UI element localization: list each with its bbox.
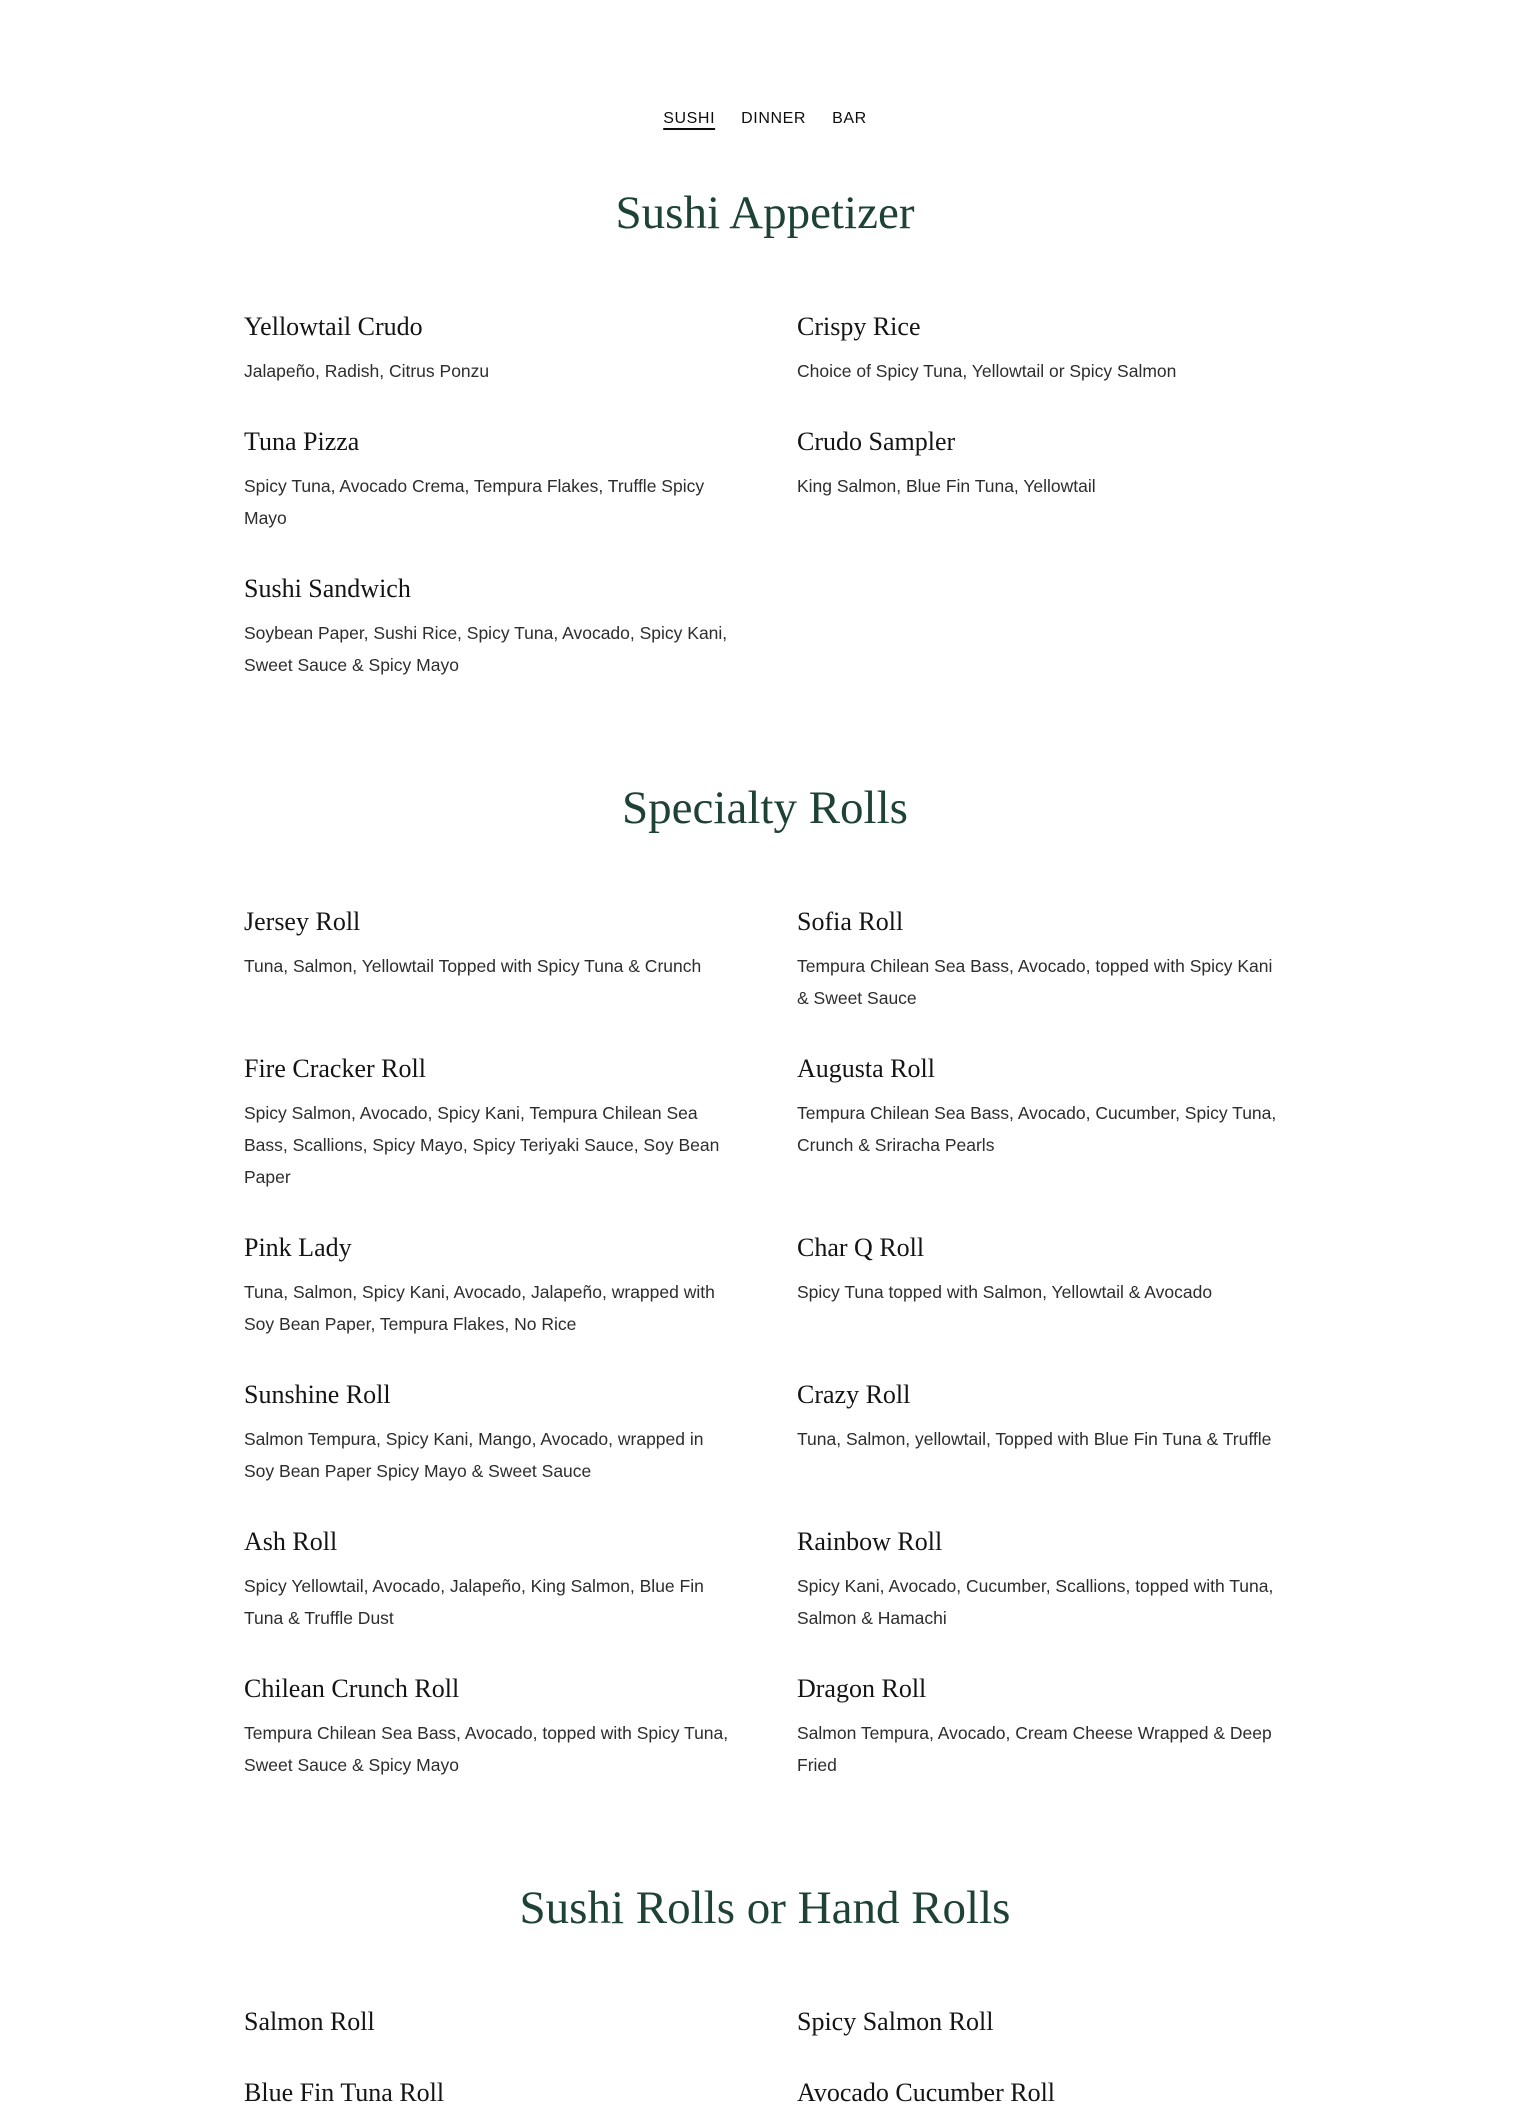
menu-item-description: Spicy Tuna, Avocado Crema, Tempura Flakes, Truffle Spicy Mayo	[244, 476, 705, 528]
menu-item-description: Salmon Tempura, Spicy Kani, Mango, Avocado, wrapped in Soy Bean Paper Spicy Mayo & Sweet Sauce	[244, 1429, 704, 1481]
menu-item-description: Soybean Paper, Sushi Rice, Spicy Tuna, Avocado, Spicy Kani, Sweet Sauce & Spicy Mayo	[244, 623, 728, 675]
menu-item	[244, 1672, 733, 1781]
menu-item-name: Crazy Roll	[797, 1380, 911, 1409]
menu-item-name: Sofia Roll	[797, 907, 904, 936]
menu-item	[244, 572, 733, 681]
menu-item	[244, 2076, 733, 2109]
menu-item	[797, 905, 1286, 1014]
section-title-sushi-appetizer: Sushi Appetizer	[615, 187, 915, 239]
menu-item-description: Tempura Chilean Sea Bass, Avocado, Cucumber, Spicy Tuna, Crunch & Sriracha Pearls	[797, 1103, 1277, 1155]
menu-item-name: Jersey Roll	[244, 907, 361, 936]
menu-item-description: Tuna, Salmon, Yellowtail Topped with Spicy Tuna & Crunch	[244, 956, 702, 976]
menu-item-description: Tuna, Salmon, yellowtail, Topped with Blue Fin Tuna & Truffle	[797, 1429, 1272, 1449]
menu-item-description: Spicy Kani, Avocado, Cucumber, Scallions, topped with Tuna, Salmon & Hamachi	[797, 1576, 1274, 1628]
menu-item-name: Yellowtail Crudo	[244, 312, 423, 341]
menu-item	[797, 310, 1286, 387]
menu-item	[244, 425, 733, 534]
menu-item	[797, 2005, 1286, 2038]
menu-item	[244, 1378, 733, 1487]
menu-item-name: Salmon Roll	[244, 2007, 375, 2036]
nav-tab-dinner[interactable]: DINNER	[741, 110, 807, 127]
menu-item-description: Spicy Salmon, Avocado, Spicy Kani, Tempura Chilean Sea Bass, Scallions, Spicy Mayo, Spicy Teriyaki Sauce, Soy Bean Paper	[244, 1103, 720, 1187]
menu-item-name: Blue Fin Tuna Roll	[244, 2078, 445, 2107]
menu-item	[797, 1525, 1286, 1634]
menu-nav	[0, 110, 1530, 128]
menu-item-name: Tuna Pizza	[244, 427, 360, 456]
nav-tab-bar[interactable]: BAR	[832, 110, 867, 127]
menu-item-name: Rainbow Roll	[797, 1527, 943, 1556]
menu-item-description: Tuna, Salmon, Spicy Kani, Avocado, Jalapeño, wrapped with Soy Bean Paper, Tempura Flakes, No Rice	[244, 1282, 715, 1334]
section-sushi-hand-rolls	[0, 1881, 1530, 2109]
menu-item-name: Char Q Roll	[797, 1233, 925, 1262]
menu-item-description: Salmon Tempura, Avocado, Cream Cheese Wrapped & Deep Fried	[797, 1723, 1272, 1775]
menu-item-name: Dragon Roll	[797, 1674, 927, 1703]
menu-item	[244, 310, 733, 387]
menu-item	[244, 1231, 733, 1340]
menu-item-name: Pink Lady	[244, 1233, 352, 1262]
menu-item-name: Crudo Sampler	[797, 427, 956, 456]
menu-item	[797, 425, 1286, 502]
menu-item-name: Fire Cracker Roll	[244, 1054, 426, 1083]
menu-grid-appetizer	[244, 310, 1286, 681]
menu-item-description: Tempura Chilean Sea Bass, Avocado, topped with Spicy Tuna, Sweet Sauce & Spicy Mayo	[244, 1723, 729, 1775]
section-specialty-rolls	[0, 781, 1530, 1781]
menu-item-description: Tempura Chilean Sea Bass, Avocado, topped with Spicy Kani & Sweet Sauce	[797, 956, 1273, 1008]
menu-item	[797, 1378, 1286, 1455]
menu-item	[797, 1231, 1286, 1308]
menu-item-name: Chilean Crunch Roll	[244, 1674, 460, 1703]
menu-item-name: Crispy Rice	[797, 312, 921, 341]
section-title-specialty-rolls: Specialty Rolls	[622, 782, 908, 834]
menu-item-name: Avocado Cucumber Roll	[797, 2078, 1056, 2107]
section-title-sushi-hand-rolls: Sushi Rolls or Hand Rolls	[519, 1882, 1011, 1934]
section-sushi-appetizer	[0, 186, 1530, 681]
menu-item	[244, 1525, 733, 1634]
menu-item	[797, 1052, 1286, 1161]
menu-item-name: Augusta Roll	[797, 1054, 935, 1083]
menu-item-description: Jalapeño, Radish, Citrus Ponzu	[244, 361, 490, 381]
menu-item-name: Sunshine Roll	[244, 1380, 391, 1409]
menu-grid-specialty	[244, 905, 1286, 1781]
menu-item-description: Spicy Tuna topped with Salmon, Yellowtail & Avocado	[797, 1282, 1213, 1302]
menu-item-name: Sushi Sandwich	[244, 574, 411, 603]
menu-item-description: King Salmon, Blue Fin Tuna, Yellowtail	[797, 476, 1096, 496]
menu-item	[244, 2005, 733, 2038]
menu-item-name: Spicy Salmon Roll	[797, 2007, 994, 2036]
menu-item	[797, 1672, 1286, 1781]
nav-tab-sushi[interactable]: SUSHI	[663, 110, 716, 127]
menu-item	[244, 1052, 733, 1193]
menu-item-description: Spicy Yellowtail, Avocado, Jalapeño, King Salmon, Blue Fin Tuna & Truffle Dust	[244, 1576, 704, 1628]
menu-grid-hand-rolls	[244, 2005, 1286, 2109]
menu-item-name: Ash Roll	[244, 1527, 338, 1556]
menu-item-description: Choice of Spicy Tuna, Yellowtail or Spicy Salmon	[797, 361, 1177, 381]
menu-item	[244, 905, 733, 982]
menu-item	[797, 2076, 1286, 2109]
